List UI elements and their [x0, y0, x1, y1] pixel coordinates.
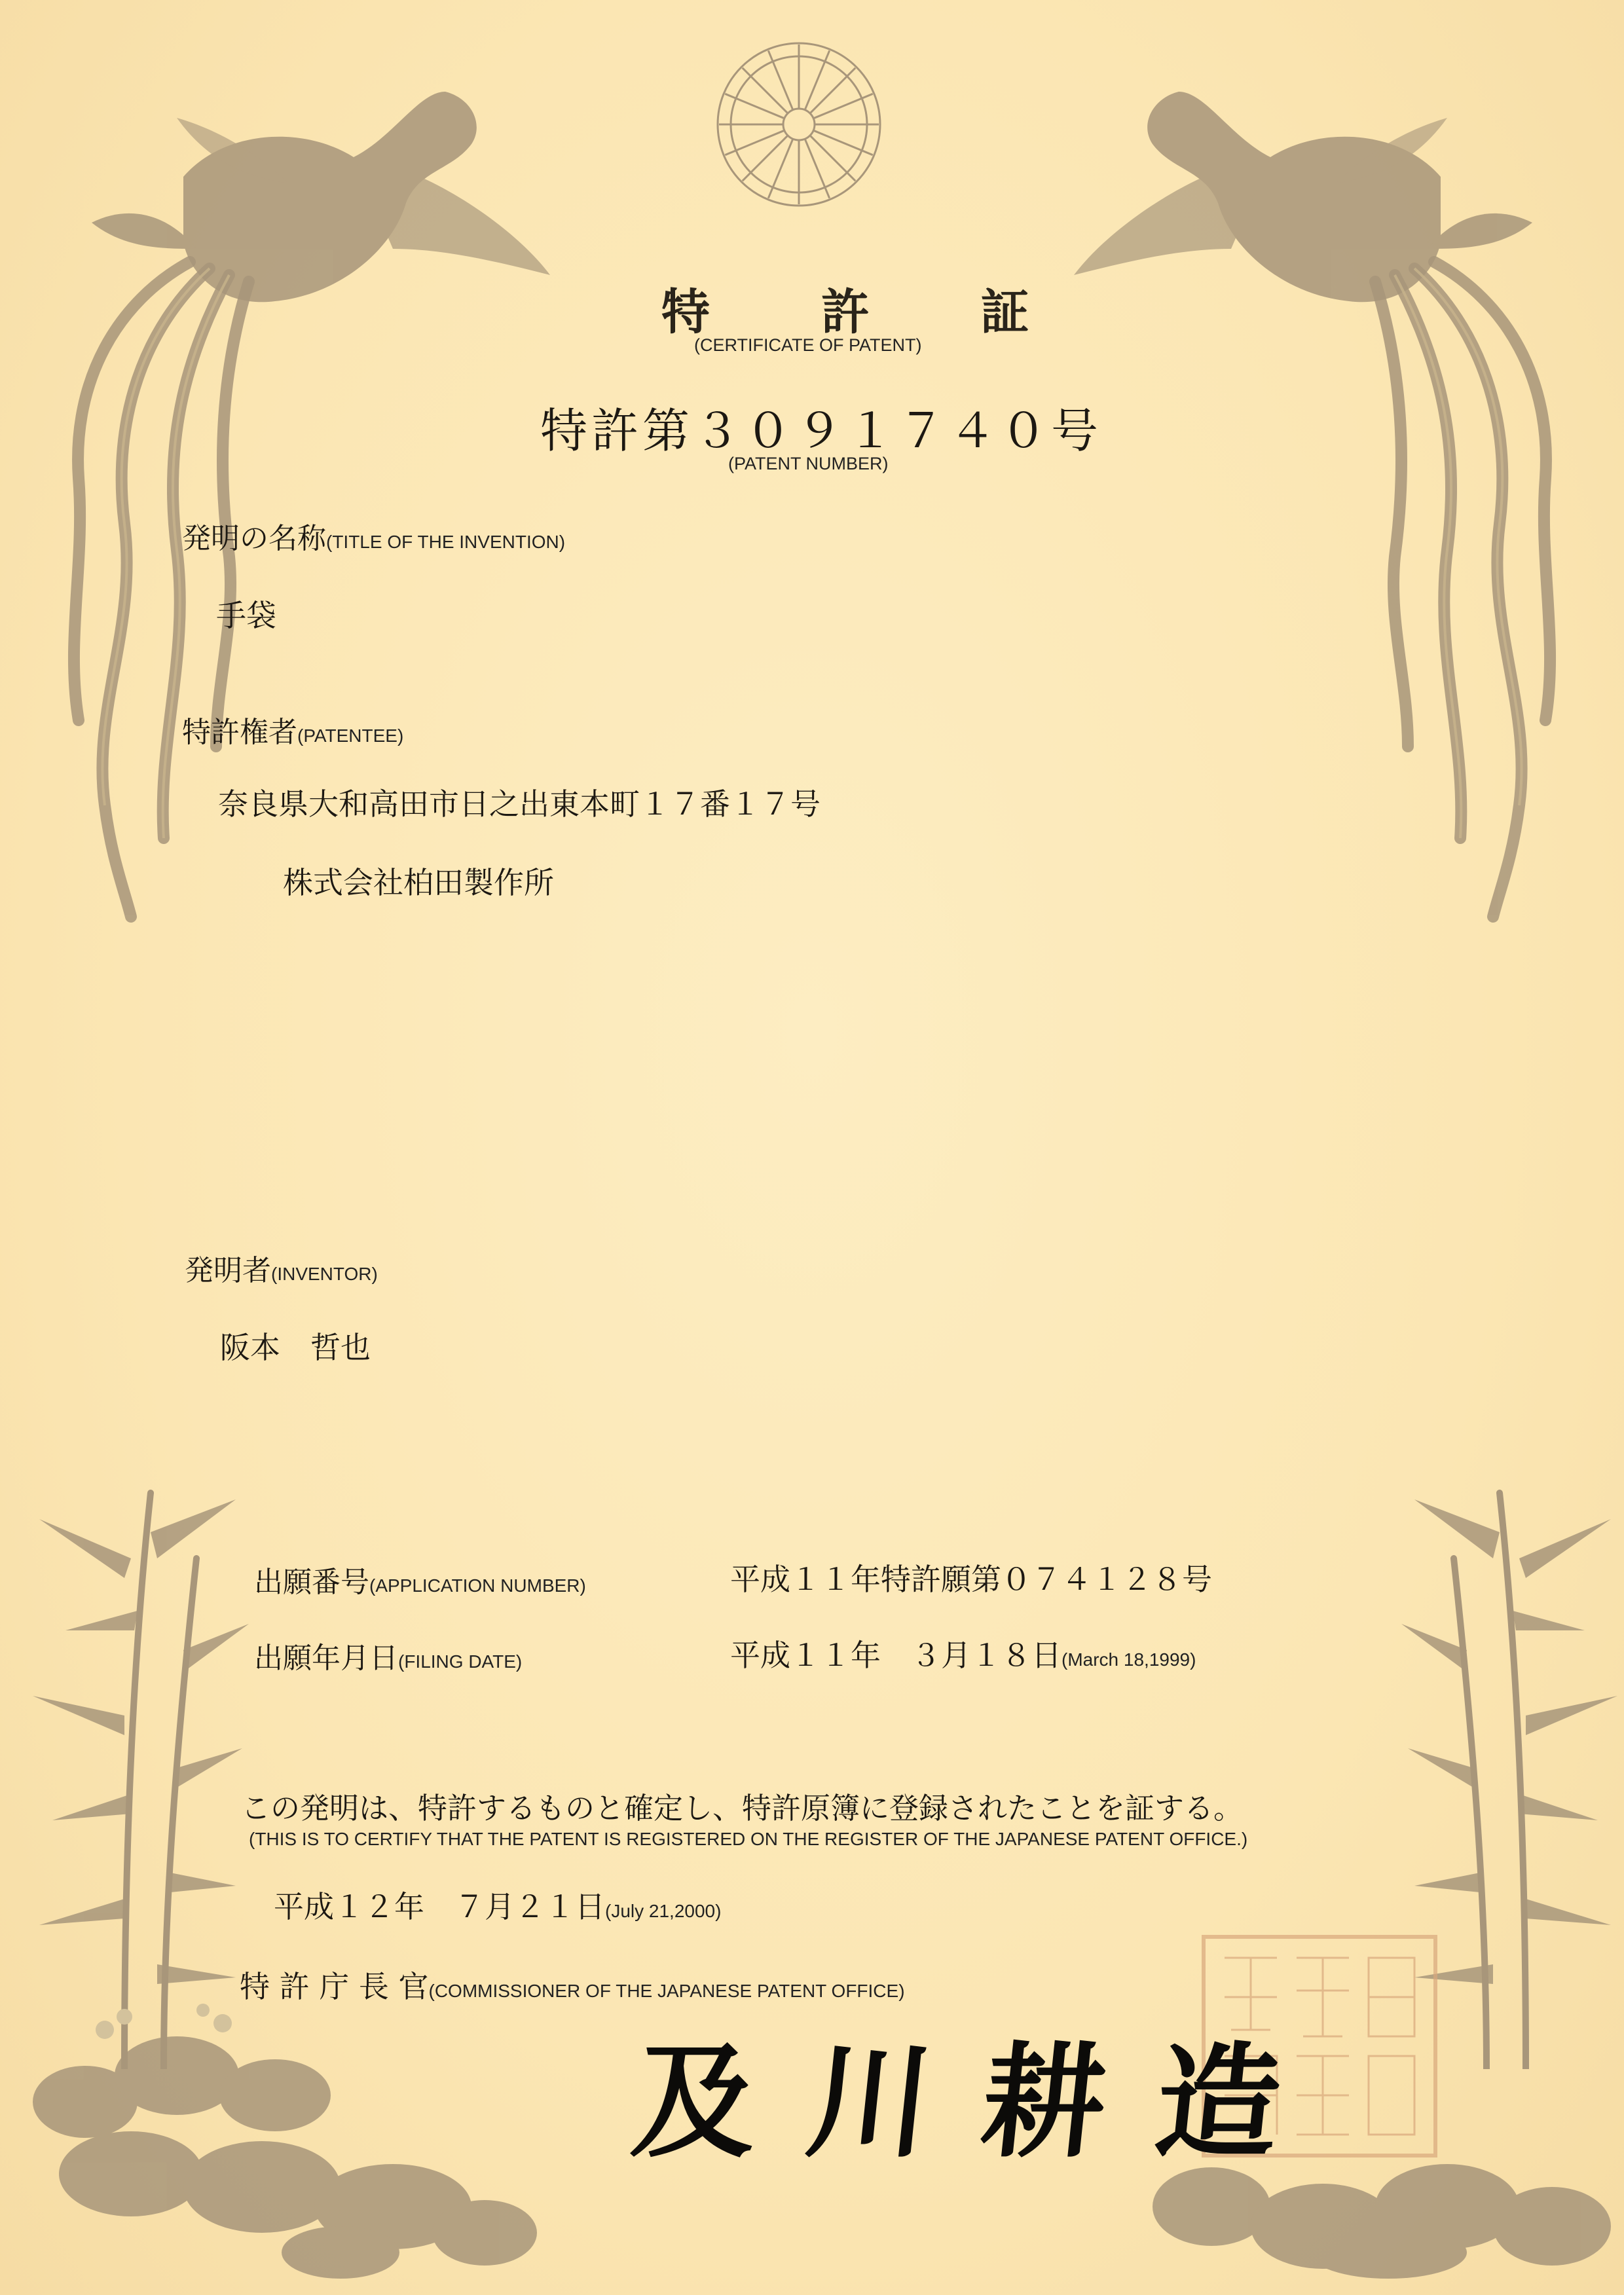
commissioner-title	[240, 1963, 905, 2006]
patent-number: 特許第３０９１７４０号	[540, 403, 1103, 458]
certificate-title: 特 許 証	[661, 284, 1077, 340]
filing-date-label	[254, 1634, 522, 1676]
chrysanthemum-crest-icon	[714, 39, 884, 210]
patentee-name: 株式会社柏田製作所	[283, 865, 554, 900]
patentee-label-en: (PATENTEE)	[297, 725, 404, 746]
invention-label-en: (TITLE OF THE INVENTION)	[326, 532, 566, 552]
commissioner-signature: 及川耕造	[626, 2030, 1338, 2175]
foliage-left-ornament-icon	[26, 1991, 537, 2279]
patentee-label-jp: 特許権者	[182, 716, 297, 749]
certification-statement: この発明は、特許するものと確定し、特許原簿に登録されたことを証する。	[241, 1791, 1244, 1826]
certification-date	[274, 1883, 721, 1926]
inventor-name: 阪本 哲也	[220, 1330, 371, 1365]
filing-date-en: (March 18,1999)	[1061, 1649, 1196, 1670]
patent-number-en: (PATENT NUMBER)	[728, 454, 889, 473]
invention-label	[182, 515, 565, 557]
application-number-value: 平成１１年特許願第０７４１２８号	[730, 1562, 1212, 1597]
application-number-label	[254, 1558, 586, 1600]
phoenix-right-ornament-icon	[1061, 52, 1572, 943]
patentee-label	[182, 708, 403, 750]
bamboo-left-ornament-icon	[26, 1480, 249, 2069]
application-number-label-en: (APPLICATION NUMBER)	[369, 1575, 586, 1596]
invention-label-jp: 発明の名称	[182, 522, 326, 555]
filing-date-label-jp: 出願年月日	[254, 1642, 398, 1675]
commissioner-title-en: (COMMISSIONER OF THE JAPANESE PATENT OFFICE)	[428, 1981, 905, 2001]
filing-date-jp: 平成１１年 ３月１８日	[730, 1638, 1061, 1673]
inventor-label-jp: 発明者	[185, 1254, 271, 1287]
certification-statement-en: (THIS IS TO CERTIFY THAT THE PATENT IS REGISTERED ON THE REGISTER OF THE JAPANESE PATENT OFFICE.)	[249, 1829, 1248, 1849]
inventor-label-en: (INVENTOR)	[271, 1264, 378, 1284]
certificate-title-en: (CERTIFICATE OF PATENT)	[694, 335, 922, 355]
application-number-label-jp: 出願番号	[254, 1566, 369, 1599]
certification-date-en: (July 21,2000)	[605, 1901, 722, 1921]
certification-date-jp: 平成１２年 ７月２１日	[274, 1889, 605, 1924]
commissioner-title-jp: 特 許 庁 長 官	[240, 1969, 429, 2004]
patentee-address: 奈良県大和高田市日之出東本町１７番１７号	[218, 786, 821, 822]
filing-date-label-en: (FILING DATE)	[398, 1651, 523, 1672]
filing-date-value	[730, 1632, 1196, 1675]
invention-title: 手袋	[216, 598, 276, 633]
inventor-label	[185, 1247, 378, 1289]
